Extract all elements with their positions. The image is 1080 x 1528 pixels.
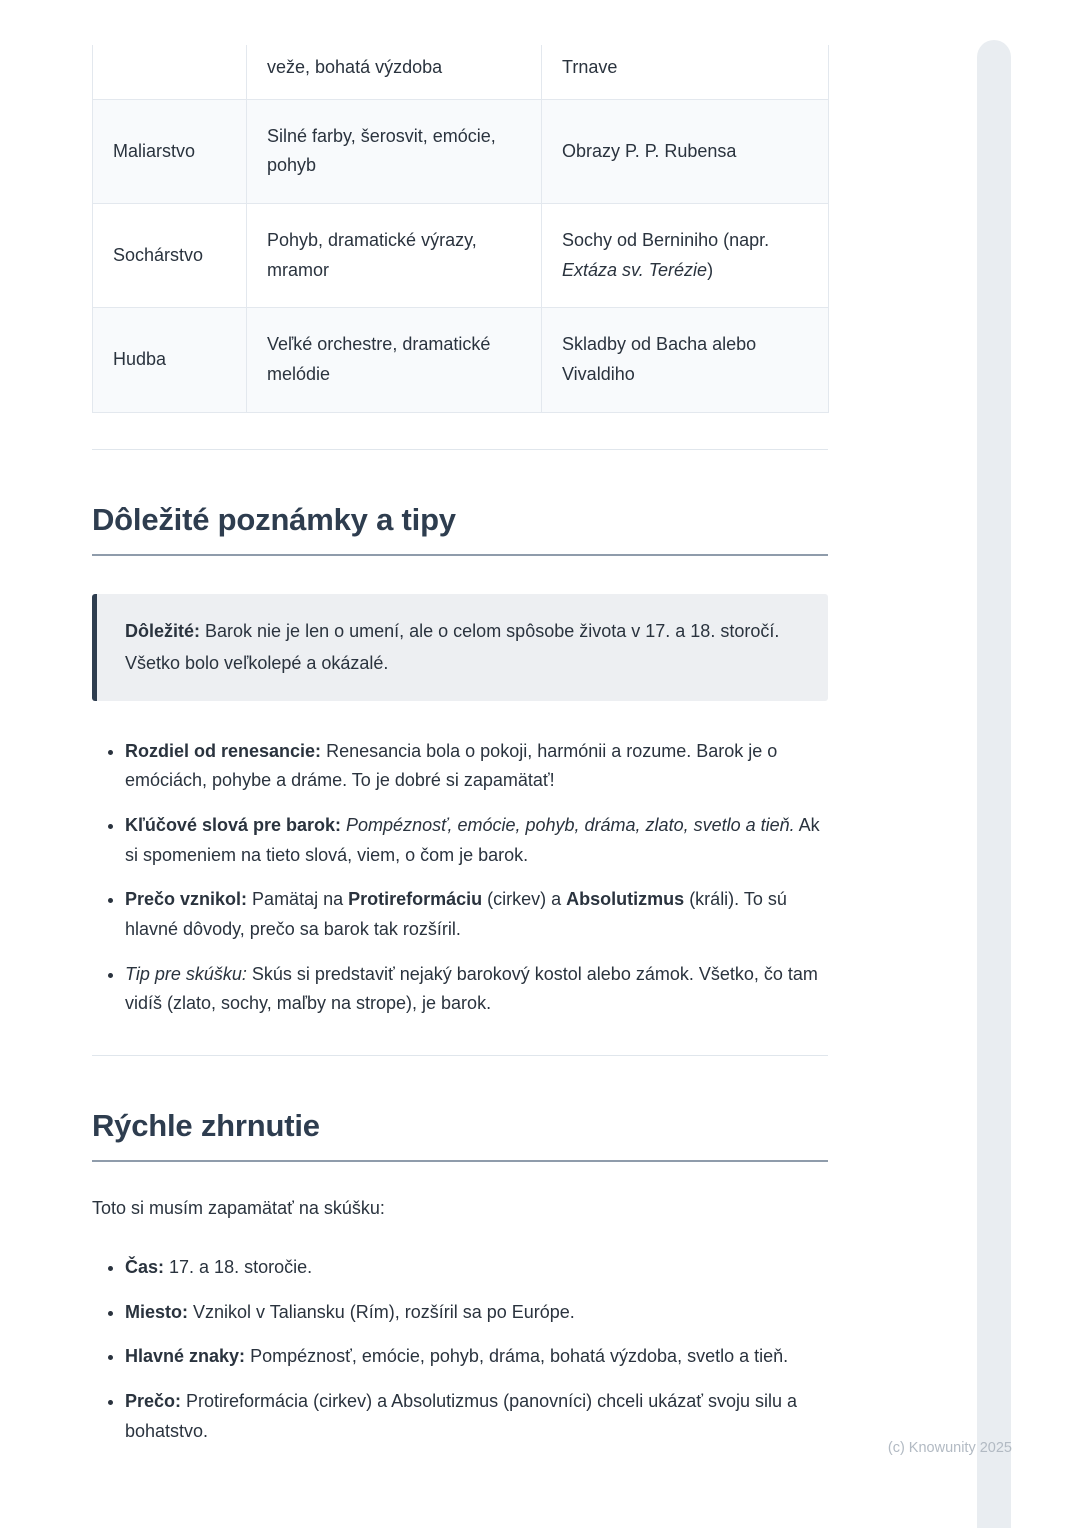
table-cell: Sochárstvo [93,204,247,308]
table-row [93,308,829,412]
section-divider [92,449,828,450]
table-cell: Hudba [93,308,247,412]
list-item: • Prečo vznikol: Pamätaj na Protireformáciu (cirkev) a Absolutizmus (králi). To sú hlavné dôvody, prečo sa barok tak rozšíril. [125,885,828,944]
table-cell: veže, bohatá výzdoba [247,45,542,99]
table-cell: Pohyb, dramatické výrazy, mramor [247,204,542,308]
table-cell: Trnave [542,45,829,99]
important-callout [92,594,828,701]
list-item: • Tip pre skúšku: Skús si predstaviť nejaký barokový kostol alebo zámok. Všetko, čo tam vidíš (zlato, sochy, maľby na strope), je barok. [125,960,828,1019]
table-row [93,204,829,308]
summary-heading: Rýchle zhrnutie [92,1108,828,1162]
table-cell: Obrazy P. P. Rubensa [542,99,829,203]
table-cell: Skladby od Bacha alebo Vivaldiho [542,308,829,412]
callout-text: Dôležité: Barok nie je len o umení, ale o celom spôsobe života v 17. a 18. storočí. Všetko bolo veľkolepé a okázalé. [125,620,780,674]
list-item: • Hlavné znaky: Pompéznosť, emócie, pohyb, dráma, bohatá výzdoba, svetlo a tieň. [125,1342,828,1372]
scrollbar-thumb[interactable] [977,40,1011,1528]
notes-bullet-list [92,737,828,1020]
baroque-art-forms-table [92,45,829,413]
notes-heading: Dôležité poznámky a tipy [92,502,828,556]
table-cell: Maliarstvo [93,99,247,203]
table-body [93,45,829,412]
copyright-notice: (c) Knowunity 2025 [887,1440,1012,1456]
list-item: • Miesto: Vznikol v Taliansku (Rím), rozšíril sa po Európe. [125,1298,828,1328]
table-row [93,45,829,99]
table-cell: Veľké orchestre, dramatické melódie [247,308,542,412]
table-cell: Sochy od Berniniho (napr. Extáza sv. Terézie) [542,204,829,308]
table-cell [93,45,247,99]
summary-intro: Toto si musím zapamätať na skúšku: [92,1198,385,1219]
table-row [93,99,829,203]
section-divider [92,1055,828,1056]
document-content [92,0,828,1461]
list-item: • Prečo: Protireformácia (cirkev) a Absolutizmus (panovníci) chceli ukázať svoju silu a bohatstvo. [125,1387,828,1446]
list-item: • Rozdiel od renesancie: Renesancia bola o pokoji, harmónii a rozume. Barok je o emóciách, pohybe a dráme. To je dobré si zapamätať! [125,737,828,796]
list-item: • Kľúčové slová pre barok: Pompéznosť, emócie, pohyb, dráma, zlato, svetlo a tieň. Ak si spomeniem na tieto slová, viem, o čom je barok. [125,811,828,870]
scrollbar-track[interactable] [977,40,1011,1528]
list-item: • Čas: 17. a 18. storočie. [125,1253,828,1283]
table-cell: Silné farby, šerosvit, emócie, pohyb [247,99,542,203]
summary-bullet-list [92,1253,828,1446]
